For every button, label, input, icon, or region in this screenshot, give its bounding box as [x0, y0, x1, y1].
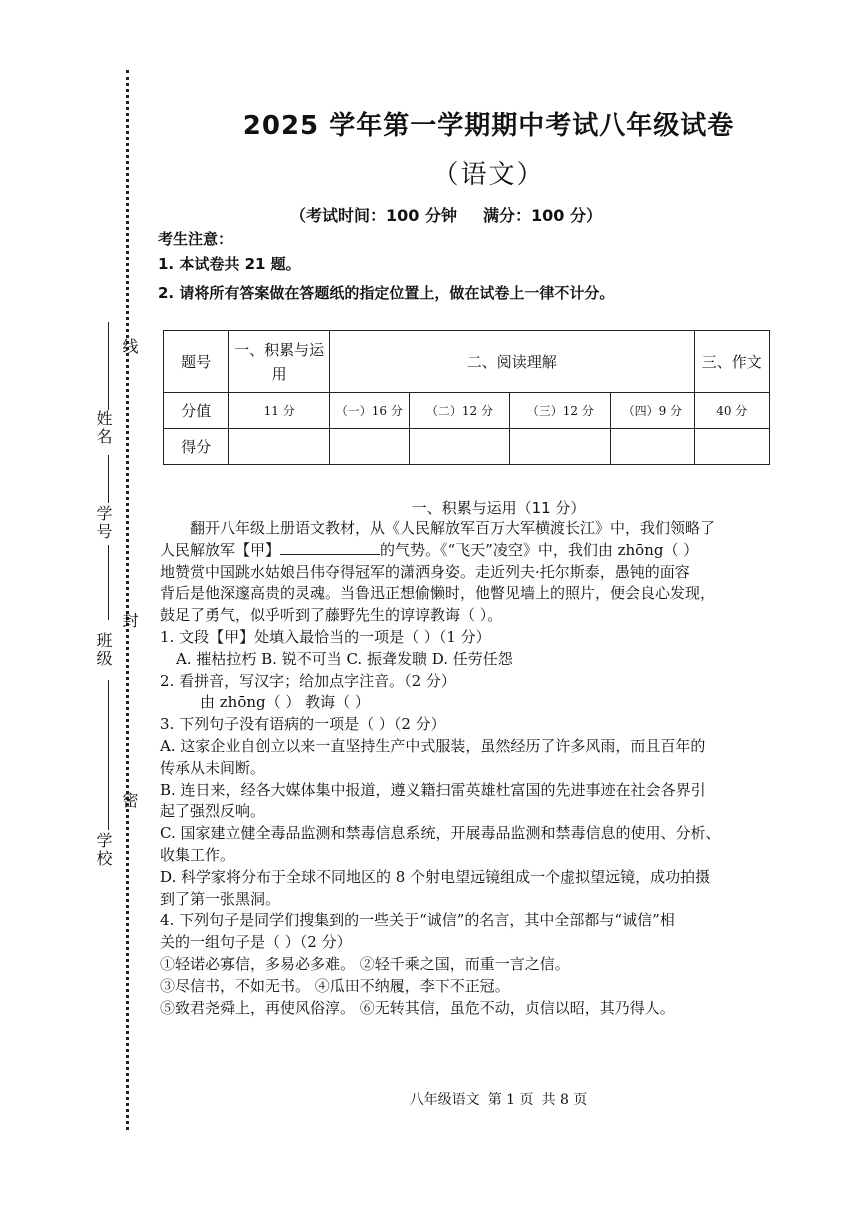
header-section-3: 三、作文 [694, 331, 770, 393]
value-cell: （二）12 分 [409, 393, 510, 429]
answer-blank[interactable] [280, 540, 380, 555]
margin-school-label: 学校 [94, 832, 113, 868]
margin-feng: 封 [120, 612, 139, 630]
exam-subject: （语文） [432, 160, 545, 190]
score-input-cell[interactable] [409, 429, 510, 465]
footer-page: 第 1 页 [487, 1092, 534, 1108]
question-line: ⑤致君尧舜上，再使风俗淳。 ⑥无转其信，虽危不动，贞信以昭，其乃得人。 [160, 998, 675, 1017]
class-fill-line [108, 545, 109, 620]
question-line: 到了第一张黑洞。 [160, 889, 281, 908]
margin-mi: 密 [120, 792, 139, 810]
question-line: B. 连日来，经各大媒体集中报道，遵义籍扫雷英雄杜富国的先进事迹在社会各界引 [160, 780, 706, 799]
passage-line [160, 540, 780, 562]
question-line: 2. 看拼音，写汉字；给加点字注音。（2 分） [160, 671, 456, 690]
binding-dotted-line [126, 70, 129, 1130]
question-line: A. 这家企业自创立以来一直坚持生产中式服装，虽然经历了许多风雨，而且百年的 [160, 736, 706, 755]
footer-subject: 八年级语文 [409, 1092, 480, 1108]
value-cell: （四）9 分 [611, 393, 694, 429]
passage-line: 地赞赏中国跳水姑娘吕伟夺得冠军的潇洒身姿。走近列夫·托尔斯泰，愚钝的面容 [160, 562, 690, 581]
exam-title: 2025 学年第一学期期中考试八年级试卷 [242, 111, 735, 141]
passage-text: 的气势。《“飞天”凌空》中，我们由 zhōng（ ） [380, 540, 699, 559]
score-input-cell[interactable] [694, 429, 770, 465]
row-label-value: 分值 [164, 393, 229, 429]
question-line: 3. 下列句子没有语病的一项是（ ）（2 分） [160, 715, 446, 734]
question-line: ③尽信书，不如无书。 ④瓜田不纳履，李下不正冠。 [160, 976, 510, 995]
question-line: D. 科学家将分布于全球不同地区的 8 个射电望远镜组成一个虚拟望远镜，成功拍摄 [160, 867, 711, 886]
exam-info [290, 203, 628, 226]
question-line: 传承从未间断。 [160, 758, 266, 777]
value-cell: （三）12 分 [510, 393, 611, 429]
question-options: A. 摧枯拉朽 B. 锐不可当 C. 振聋发聩 D. 任劳任怨 [176, 649, 513, 668]
notice-item: 2. 请将所有答案做在答题纸的指定位置上，做在试卷上一律不计分。 [158, 284, 615, 302]
score-input-cell[interactable] [611, 429, 694, 465]
notice-heading: 考生注意： [158, 230, 234, 248]
value-cell: 11 分 [229, 393, 330, 429]
id-fill-line [108, 455, 109, 503]
question-line: C. 国家建立健全毒品监测和禁毒信息系统，开展毒品监测和禁毒信息的使用、分析、 [160, 824, 721, 843]
header-question-no: 题号 [164, 331, 229, 393]
question-line: 由 zhōng（ ） 教诲（ ） [200, 693, 370, 712]
margin-class-label: 班级 [94, 632, 113, 668]
header-section-1: 一、积累与运用 [229, 331, 330, 393]
exam-time: （考试时间：100 分钟 [290, 206, 457, 225]
footer-total: 共 8 页 [541, 1092, 588, 1108]
margin-xian: 线 [120, 338, 139, 356]
question-line: 4. 下列句子是同学们搜集到的一些关于“诚信”的名言，其中全部都与“诚信”相 [160, 911, 675, 930]
header-section-2: 二、阅读理解 [330, 331, 694, 393]
passage-line: 翻开八年级上册语文教材，从《人民解放军百万大军横渡长江》中，我们领略了 [190, 519, 716, 537]
school-fill-line [108, 680, 109, 830]
question-line: ①轻诺必寡信，多易必多难。 ②轻千乘之国，而重一言之信。 [160, 954, 570, 973]
row-label-score: 得分 [164, 429, 229, 465]
candidate-notice [158, 228, 778, 308]
section-body [160, 518, 780, 1019]
name-fill-line [108, 322, 109, 410]
question-line: 关的一组句子是（ ）（2 分） [160, 933, 352, 952]
passage-line: 背后是他深邃高贵的灵魂。当鲁迅正想偷懒时，他瞥见墙上的照片，便会良心发现， [160, 584, 716, 603]
score-table [163, 330, 770, 465]
section-title: 一、积累与运用（11 分） [411, 499, 586, 517]
score-input-cell[interactable] [510, 429, 611, 465]
score-input-cell[interactable] [229, 429, 330, 465]
score-input-cell[interactable] [330, 429, 410, 465]
margin-id-label: 学号 [94, 505, 113, 541]
notice-item: 1. 本试卷共 21 题。 [158, 255, 301, 273]
passage-text: 人民解放军【甲】 [160, 540, 281, 559]
exam-full-score: 满分：100 分） [482, 206, 602, 225]
value-cell: 40 分 [694, 393, 770, 429]
margin-name-label: 姓名 [94, 410, 113, 446]
question-line: 起了强烈反响。 [160, 802, 266, 821]
value-cell: （一）16 分 [330, 393, 410, 429]
question-line: 1. 文段【甲】处填入最恰当的一项是（ ）（1 分） [160, 627, 491, 646]
passage-line: 鼓足了勇气，似乎听到了藤野先生的谆谆教诲（ ）。 [160, 606, 503, 625]
page-footer [130, 1089, 867, 1109]
question-line: 收集工作。 [160, 845, 236, 864]
